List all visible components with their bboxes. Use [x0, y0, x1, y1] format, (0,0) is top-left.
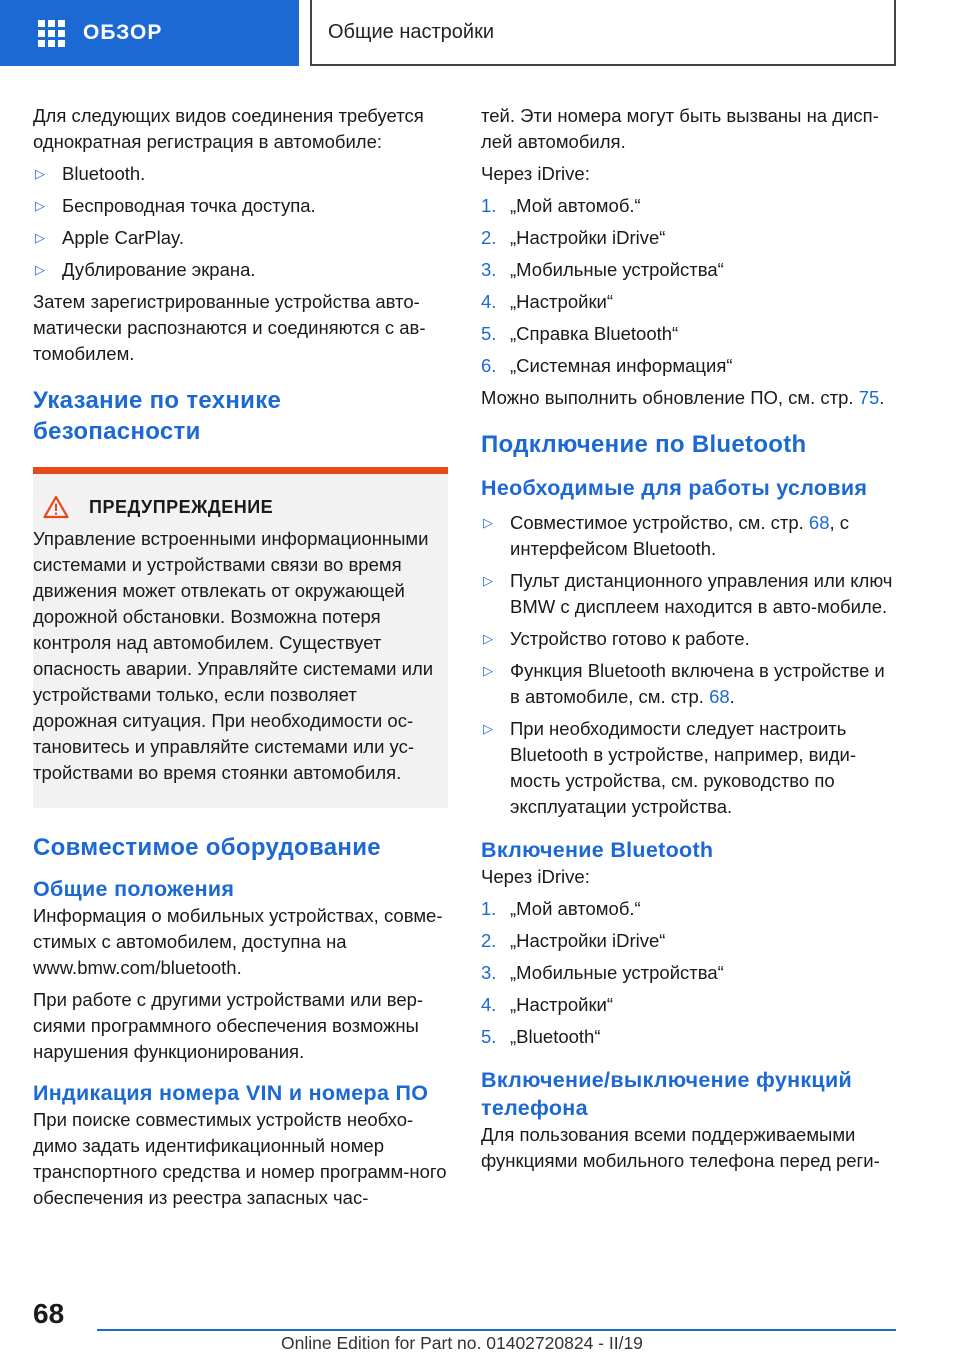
- step-item: 6. „Системная информация“: [481, 355, 733, 376]
- triangle-bullet-icon: ▷: [483, 573, 493, 588]
- triangle-bullet-icon: ▷: [483, 663, 493, 678]
- list-item: ▷ Совместимое устройство, см. стр. 68, с интерфейсом Bluetooth.: [483, 512, 850, 559]
- vin-heading: Индикация номера VIN и номера ПО: [33, 1081, 429, 1105]
- list-item: ▷ Дублирование экрана.: [35, 259, 256, 280]
- footer-divider: [97, 1329, 896, 1331]
- compatible-equipment-heading: Совместимое оборудование: [33, 834, 381, 861]
- overview-label: ОБЗОР: [83, 21, 163, 44]
- list-item: ▷ Apple CarPlay.: [35, 227, 185, 248]
- right-column: [481, 103, 896, 1180]
- after-list-paragraph: Затем зарегистрированные устройства авто-матически распознаются и соединяются с ав-томобилем.: [33, 291, 426, 364]
- step-item: 1. „Мой автомоб.“: [481, 898, 641, 919]
- list-item: ▷ Устройство готово к работе.: [483, 628, 750, 649]
- safety-heading: Указание по технике безопасности: [33, 387, 282, 445]
- step-item: 4. „Настройки“: [481, 994, 614, 1015]
- step-item: 3. „Мобильные устройства“: [481, 259, 724, 280]
- requirements-list: [481, 510, 896, 820]
- step-item: 3. „Мобильные устройства“: [481, 962, 724, 983]
- bluetooth-connection-heading: Подключение по Bluetooth: [481, 431, 807, 458]
- bluetooth-steps-list: [481, 896, 896, 1050]
- connection-types-list: [33, 161, 448, 283]
- step-item: 4. „Настройки“: [481, 291, 614, 312]
- triangle-bullet-icon: ▷: [35, 166, 45, 181]
- general-paragraph-2: При работе с другими устройствами или вер-сиями программного обеспечения возможны нарушения функционирования.: [33, 989, 424, 1062]
- via-idrive-label: Через iDrive:: [481, 163, 590, 184]
- section-title-bar: [310, 0, 896, 66]
- warning-header: [33, 494, 440, 520]
- warning-box: [33, 467, 448, 808]
- requirements-heading: Необходимые для работы условия: [481, 476, 868, 500]
- phone-paragraph: Для пользования всеми поддерживаемыми функциями мобильного телефона перед реги-: [481, 1124, 880, 1171]
- warning-triangle-icon: [43, 495, 69, 519]
- list-item: ▷ Беспроводная точка доступа.: [35, 195, 316, 216]
- enable-bluetooth-heading: Включение Bluetooth: [481, 838, 714, 862]
- update-paragraph: Можно выполнить обновление ПО, см. стр. 75.: [481, 387, 885, 408]
- step-item: 5. „Bluetooth“: [481, 1026, 601, 1047]
- edition-footer: Online Edition for Part no. 01402720824 - II/19: [281, 1333, 643, 1353]
- triangle-bullet-icon: ▷: [35, 262, 45, 277]
- triangle-bullet-icon: ▷: [483, 721, 493, 736]
- page-link-75[interactable]: 75: [858, 387, 880, 408]
- list-item: ▷ Функция Bluetooth включена в устройстве и в автомобиле, см. стр. 68.: [483, 660, 885, 707]
- triangle-bullet-icon: ▷: [35, 230, 45, 245]
- list-item: ▷ Пульт дистанционного управления или ключ BMW с дисплеем находится в авто-мобиле.: [483, 570, 893, 617]
- list-item: ▷ При необходимости следует настроить Bluetooth в устройстве, например, види-мость устройства, см. руководство по эксплуатации устройства.: [483, 718, 857, 817]
- step-item: 2. „Настройки iDrive“: [481, 930, 666, 951]
- idrive-steps-list: [481, 193, 896, 379]
- overview-nav-button[interactable]: [0, 0, 299, 66]
- general-paragraph-1: Информация о мобильных устройствах, совме-стимых с автомобилем, доступна на www.bmw.com/bluetooth.: [33, 905, 443, 978]
- section-title: Общие настройки: [328, 20, 494, 43]
- intro-paragraph: Для следующих видов соединения требуется однократная регистрация в автомобиле:: [33, 105, 424, 152]
- via-idrive-label-2: Через iDrive:: [481, 866, 590, 887]
- step-item: 5. „Справка Bluetooth“: [481, 323, 679, 344]
- step-item: 2. „Настройки iDrive“: [481, 227, 666, 248]
- vin-paragraph: При поиске совместимых устройств необхо-димо задать идентификационный номер транспортного средства и номер программ-ного обеспечения из реестра запасных час-: [33, 1109, 447, 1208]
- warning-text: Управление встроенными информационными системами и устройствами связи во время движения может отвлекать от окружающей дорожной обстановки. Возможна потеря контроля над автомобилем. Существует опасность аварии. Управляйте системами или устройствами только, если позволяет дорожная ситуация. При необходимости ос-тановитесь и управляйте системами или ус-тройствами во время стоянки автомобиля.: [33, 528, 434, 783]
- step-item: 1. „Мой автомоб.“: [481, 195, 641, 216]
- page-link-68[interactable]: 68: [808, 512, 830, 533]
- page-number: 68: [33, 1298, 65, 1329]
- page-link-68[interactable]: 68: [709, 686, 730, 707]
- continued-paragraph: тей. Эти номера могут быть вызваны на дисп-лей автомобиля.: [481, 105, 879, 152]
- triangle-bullet-icon: ▷: [35, 198, 45, 213]
- left-column: [33, 103, 448, 1217]
- list-item: ▷ Bluetooth.: [35, 163, 146, 184]
- warning-title: ПРЕДУПРЕЖДЕНИЕ: [89, 497, 274, 517]
- phone-functions-heading: Включение/выключение функций телефона: [481, 1068, 852, 1120]
- general-heading: Общие положения: [33, 877, 235, 901]
- grid-menu-icon: [38, 20, 65, 47]
- triangle-bullet-icon: ▷: [483, 631, 493, 646]
- triangle-bullet-icon: ▷: [483, 515, 493, 530]
